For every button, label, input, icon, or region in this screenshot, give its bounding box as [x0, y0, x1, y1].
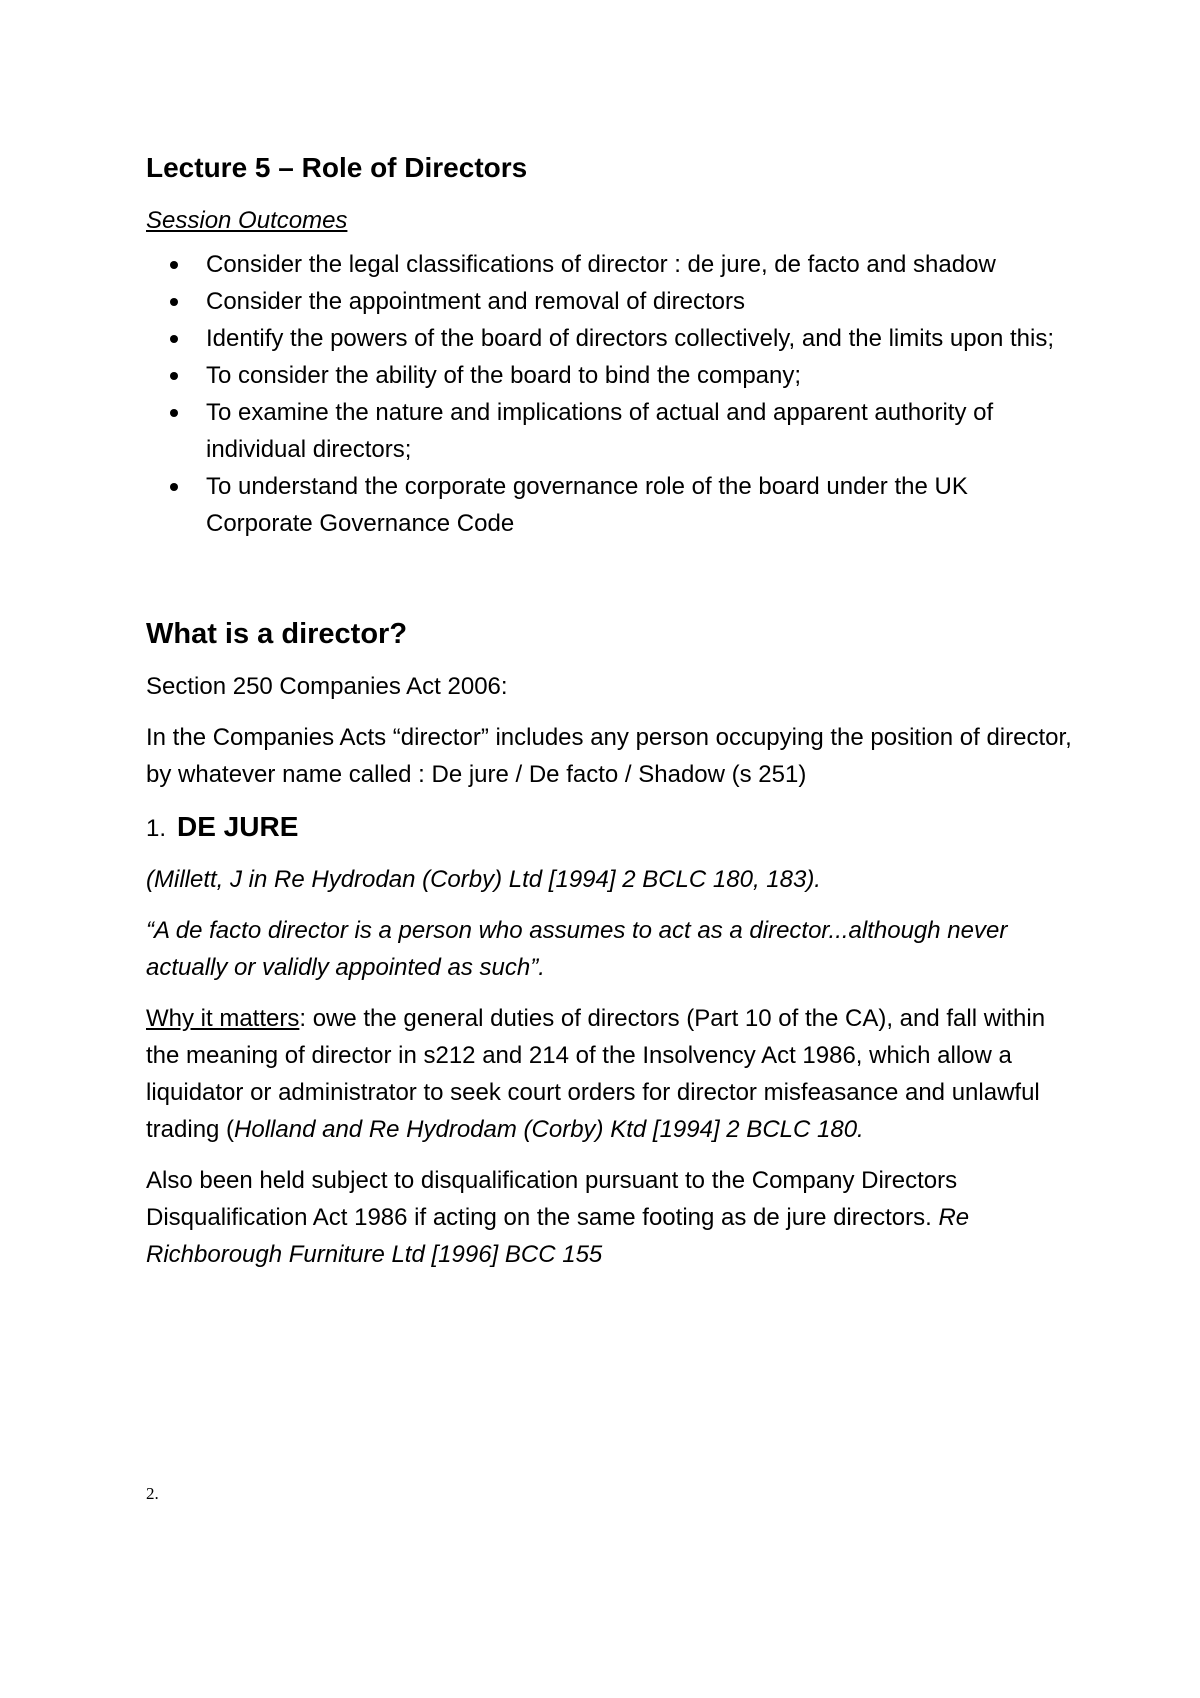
outcome-text: Identify the powers of the board of directors collectively, and the limits upon this; [206, 325, 1054, 352]
why-it-matters-label: Why it matters [146, 1005, 300, 1032]
session-outcomes-list [146, 246, 1076, 542]
outcome-item [140, 283, 1076, 320]
outcome-text: Consider the appointment and removal of directors [206, 288, 745, 315]
page-list-number: 2. [146, 1484, 159, 1503]
de-jure-quote: “A de facto director is a person who assumes to act as a director...although never actually or validly appointed as such”. [146, 917, 1008, 981]
outcome-text: To examine the nature and implications of actual and apparent authority of individual directors; [206, 399, 994, 463]
why-it-matters-case: Holland and Re Hydrodam (Corby) Ktd [1994] 2 BCLC 180. [234, 1116, 864, 1143]
disqualification-paragraph [146, 1162, 1076, 1273]
outcome-item [140, 320, 1076, 357]
director-definition: In the Companies Acts “director” includes any person occupying the position of director, by whatever name called : De jure / De facto / Shadow (s 251) [146, 724, 1072, 788]
document-content [146, 148, 1076, 1287]
outcome-text: Consider the legal classifications of director : de jure, de facto and shadow [206, 251, 996, 278]
de-jure-title: DE JURE [177, 811, 299, 842]
lecture-title: Lecture 5 – Role of Directors [146, 152, 528, 183]
outcome-text: To understand the corporate governance role of the board under the UK Corporate Governance Code [206, 473, 968, 537]
disqualification-text: Also been held subject to disqualification pursuant to the Company Directors Disqualification Act 1986 if acting on the same footing as de jure directors. [146, 1167, 958, 1231]
bullet-icon [170, 298, 178, 306]
bullet-icon [170, 261, 178, 269]
outcome-item [140, 468, 1076, 542]
de-jure-heading [146, 807, 1076, 849]
session-outcomes-heading: Session Outcomes [146, 207, 348, 234]
de-jure-number: 1. [146, 815, 167, 842]
why-it-matters-paragraph [146, 1000, 1076, 1148]
outcome-item [140, 394, 1076, 468]
de-jure-citation: (Millett, J in Re Hydrodan (Corby) Ltd [1994] 2 BCLC 180, 183). [146, 866, 821, 893]
outcome-item [140, 246, 1076, 283]
bullet-icon [170, 372, 178, 380]
bullet-icon [170, 483, 178, 491]
why-it-matters-text: : owe the general duties of directors (Part 10 of the CA), and fall within the meaning of director in s212 and 214 of the Insolvency Act 1986, which allow a liquidator or administrator to seek court orders for director misfeasance and unlawful trading ( [146, 1005, 1046, 1143]
what-is-director-heading: What is a director? [146, 618, 408, 650]
bullet-icon [170, 335, 178, 343]
disqualification-case: Re Richborough Furniture Ltd [1996] BCC 155 [146, 1204, 970, 1268]
bullet-icon [170, 409, 178, 417]
outcome-item [140, 357, 1076, 394]
section-reference: Section 250 Companies Act 2006: [146, 673, 508, 700]
outcome-text: To consider the ability of the board to bind the company; [206, 362, 802, 389]
